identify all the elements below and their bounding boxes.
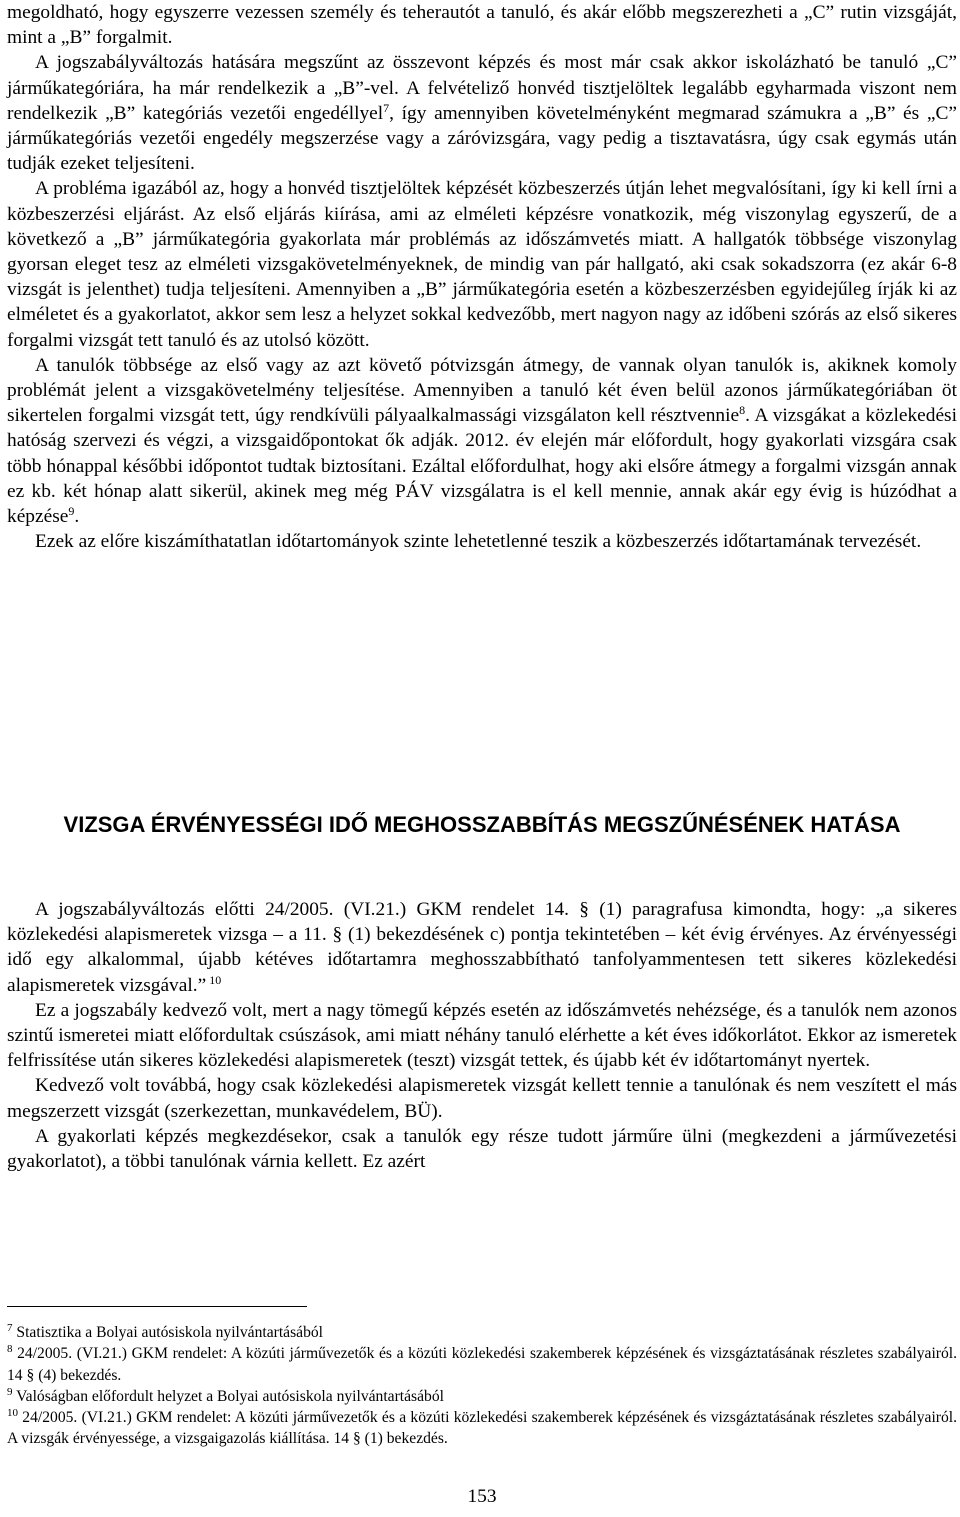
footnotes xyxy=(7,1322,957,1450)
footnote xyxy=(7,1322,957,1343)
paragraph-text: . A vizsgákat a közlekedési hatóság szervezi és végzi, a vizsgaidőpontokat ők adják. 2012. év elején már előfordult, hogy gyakorlati vizsgára csak több hónappal későbbi időpontot tudtak biztosítani. Ezáltal előfordulhat, hogy aki elsőre átmegy a forgalmi vizsgán annak ez kb. két hónap alatt sikerül, akinek meg még PÁV vizsgálatra is el kell mennie, annak akár egy évig is húzódhat a képzése xyxy=(7,405,957,528)
paragraph xyxy=(7,897,957,998)
footnote-number: 8 xyxy=(7,1343,13,1356)
paragraph-text: Ezek az előre kiszámíthatatlan időtartományok szinte lehetetlenné teszik a közbeszerzés időtartamának tervezését. xyxy=(35,531,922,553)
footnote-ref: 10 xyxy=(206,972,222,987)
paragraph xyxy=(7,50,957,176)
footnote-number: 10 xyxy=(7,1407,18,1420)
paragraph xyxy=(7,1073,957,1123)
footnote xyxy=(7,1407,957,1450)
paragraph xyxy=(7,998,957,1074)
paragraph-text: A jogszabályváltozás hatására megszűnt az összevont képzés és most már csak akkor iskolázható be tanuló „C” járműkategóriára, ha már rendelkezik a „B”-vel. A felvételiző honvéd tisztjelöltek legalább egyharmada viszont nem rendelkezik „B” kategóriás vezetői engedéllyel xyxy=(7,52,957,124)
paragraph-text: Ez a jogszabály kedvező volt, mert a nagy tömegű képzés esetén az időszámvetés nehézsége, és a tanulók nem azonos szintű ismeretei miatt előfordultak csúszások, ami miatt néhány tanuló elérhette a két éves időkorlátot. Ekkor az ismeretek felfrissítése után sikeres közlekedési alapismeretek (teszt) vizsgát tettek, és újabb két év időtartományt nyertek. xyxy=(7,999,957,1072)
footnote xyxy=(7,1386,957,1407)
footnote xyxy=(7,1343,957,1386)
footnote-ref: 7 xyxy=(383,100,390,115)
page-number: 153 xyxy=(467,1486,497,1507)
paragraph xyxy=(7,176,957,352)
footnote-text: Valóságban előfordult helyzet a Bolyai autósiskola nyilvántartásából xyxy=(12,1387,444,1405)
footnote-text: 24/2005. (VI.21.) GKM rendelet: A közúti járművezetők és a közúti közlekedési szakemberek képzésének és vizsgáztatásának részletes szabályairól. 14 § (4) bekezdés. xyxy=(7,1345,957,1384)
section-heading: VIZSGA ÉRVÉNYESSÉGI IDŐ MEGHOSSZABBÍTÁS MEGSZŰNÉSÉNEK HATÁSA xyxy=(63,812,901,837)
paragraph-text: A jogszabályváltozás előtti 24/2005. (VI.21.) GKM rendelet 14. § (1) paragrafusa kimondta, hogy: „a sikeres közlekedési alapismeretek vizsga – a 11. § (1) bekezdésének c) pontja tekintetében – két évig érvényes. Az érvényességi idő egy alkalommal, újabb kétéves időtartamra meghosszabbítható tanfolyammentesen tett sikeres közlekedési alapismeretek vizsgával.” xyxy=(7,899,957,996)
paragraph-text: , így amennyiben követelményként megmarad számukra a „B” és „C” járműkategóriás vezetői engedély megszerzése vagy a záróvizsgára, vagy pedig a tisztavatásra, úgy csak egymás után tudják ezeket teljesíteni. xyxy=(7,102,957,175)
paragraph-text: megoldható, hogy egyszerre vezessen személy és teherautót a tanuló, és akár előbb megszerezheti a „C” rutin vizsgáját, mint a „B” forgalmit. xyxy=(7,2,957,49)
paragraph xyxy=(7,353,957,529)
paragraph-text: A gyakorlati képzés megkezdésekor, csak a tanulók egy része tudott járműre ülni (megkezdeni a járművezetési gyakorlatot), a többi tanulónak várnia kellett. Ez azért xyxy=(7,1125,957,1173)
footnote-number: 7 xyxy=(7,1322,13,1334)
paragraph xyxy=(7,0,957,50)
paragraph-text: A tanulók többsége az első vagy az azt követő pótvizsgán átmegy, de vannak olyan tanulók is, akiknek komoly problémát jelent a vizsgakövetelmény teljesítése. Amennyiben a tanuló két éven belül azonos járműkategóriában öt sikertelen forgalmi vizsgát tett, úgy rendkívüli pályaalkalmassági vizsgálaton kell résztvennie xyxy=(7,354,957,427)
paragraph xyxy=(7,1124,957,1174)
footnote-number: 9 xyxy=(7,1385,13,1398)
footnote-ref: 8 xyxy=(739,403,746,418)
footnote-ref: 9 xyxy=(68,504,75,519)
paragraph-text: Kedvező volt továbbá, hogy csak közlekedési alapismeretek vizsgát kellett tennie a tanulónak és nem veszített el más megszerzett vizsgát (szerkezettan, munkavédelem, BÜ). xyxy=(7,1075,957,1122)
body-section-1 xyxy=(7,0,957,554)
footnote-separator xyxy=(7,1306,307,1307)
paragraph-text: A probléma igazából az, hogy a honvéd tisztjelöltek képzését közbeszerzés útján lehet megvalósítani, így ki kell írni a közbeszerzési eljárást. Az első eljárás kiírása, ami az elméleti képzésre vonatkozik, még viszonylag egyszerű, de a következő a „B” járműkategória gyakorlata már problémás az időszámvetés miatt. A hallgatók többsége viszonylag gyorsan eleget tesz az elméleti vizsgakövetelményeknek, de mindig van pár hallgató, aki csak sokadszorra (ez akár 6-8 vizsgát is jelenthet) tudja teljesíteni. Amennyiben a „B” járműkategória esetén a közbeszerzésben egyidejűleg írják ki az elméletet és a gyakorlatot, akkor sem lesz a helyzet sokkal kedvezőbb, mert nagyon nagy az időbeni szórás az első sikeres forgalmi vizsgát tett tanuló és az utolsó között. xyxy=(7,178,957,351)
paragraph xyxy=(7,529,957,554)
footnote-text: 24/2005. (VI.21.) GKM rendelet: A közúti járművezetők és a közúti közlekedési szakemberek képzésének és vizsgáztatásának részletes szabályairól. A vizsgák érvényessége, a vizsgaigazolás kiállítása. 14 § (1) bekezdés. xyxy=(7,1409,957,1448)
document-page xyxy=(7,0,957,1507)
footnote-text: Statisztika a Bolyai autósiskola nyilvántartásából xyxy=(12,1324,324,1341)
paragraph-text: . xyxy=(74,506,80,528)
body-section-2 xyxy=(7,897,957,1174)
